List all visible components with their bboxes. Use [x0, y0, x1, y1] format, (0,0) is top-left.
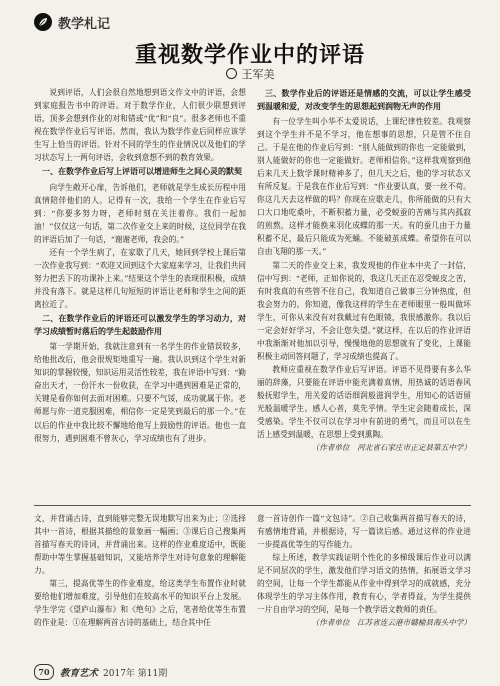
- section-heading: 三、数学作业后的评语还是情感的交流，可以让学生感受到温暖和爱，对改变学生的思想起到润物无声的作用: [257, 89, 471, 111]
- continued-column-1: [34, 512, 246, 652]
- issue-label: 2017年 第11期: [103, 668, 168, 679]
- paragraph: 第一学期开始，我就注意到有一名学生的作业错误较多，给他批改后，他会很规矩地重写一遍。我认识到这个学生对新知识的掌握较慢，知识运用灵活性较差，我在评语中写到：“勤奋出天才，一份汗水一份收获，在学习中遇到困难是正常的，关键是看你如何去面对困难。只要不气馁，成功就属于你。老师愿与你一道克服困难，相信你一定是笑到最后的那一个。”在以后的作业中我比较不懈地给他写上鼓励性的评语。他也一直很努力，遇到困难不曾灰心，学习成绩也有了进步。: [34, 342, 246, 443]
- paragraph: 有一位学生叫小华不太爱说话，上课纪律性较差。我观察到这个学生并不是不学习，他在想事的思想，只是管不住自己。于是在他的作业后写到：“别人能做到的你也一定能做到，别人能做好的你也一定能做好。老师相信你。”这样我观察到他后来几天上数学课时精神多了，但几天之后，他的学习状态又有所反复。于是我在作业后写到：“作业要认真，要一丝不苟。你这几天去这样做的吗？你现在应歇走几，你所能做的只有大口大口地吃桑叶，不断积蓄力量，必受蜕蚕的苦痛与其内孤寂的煎熬，这样才能换来羽化成蝶的那一天。有的蚕几由于力量积蓄不足，最后只能成为死蛹。不能破茧成蝶。希望你在可以自由飞翔的那一天。”: [257, 117, 471, 257]
- paragraph: 向学生敞开心扉，告诉他们，老师就是学生成长历程中用真情陪伴他们的人。记得有一次，我给一个学生在作业后写到：“你要多努力呀，老师时刻在关注着你。我们一起加油！”仅仅这一句话，第二次作业交上来的时候，这位同学在我的评语后加了一句话，“谢谢老师，我会的。”: [34, 182, 246, 244]
- journal-name: 教育艺术: [60, 668, 99, 679]
- section-heading: 一、在数学作业后写上评语可以增进师生之间心灵的默契: [42, 167, 242, 177]
- paragraph: 综上所述，教学实践证明个性化的多梯级课后作业可以满足不同层次的学生，激发他们学习语文的热情，拓展语文学习的空间，让每一个学生都能从作业中得到学习的成就感，充分体现学生的学习主体作用，教育有心，学者得益，为学生提供一片自由学习的空间，是每一个教学语文教师的责任。: [257, 553, 471, 615]
- author-name: 王军美: [241, 68, 275, 81]
- article-column-1: [34, 86, 246, 498]
- author-affiliation: （作者单位 江苏省连云港市赣榆县海头中学）: [311, 618, 471, 628]
- section-heading: 二、在数学作业后的评语还可以激发学生的学习动力，对学习成绩暂时落后的学生起鼓励作用: [34, 314, 246, 336]
- paragraph: 说到评语，人们会很自然地想到语文作文中的评语，会想到家庭报告书中的评语。对于数学作业，人们很少联想到评语，顶多会想到作业的对和错或“优”和“良”。很多老师也不重视在数学作业后写评语。然而，我认为数学作业后同样应该学生写上恰当的评语。针对不同的学生的作业情况以及他们的学习状态写上一两句评语，会收到意想不到的教育效果。: [34, 88, 246, 163]
- article-author: [0, 66, 500, 82]
- column-title: 教学札记: [58, 16, 111, 32]
- circle-bullet-icon: [226, 68, 237, 79]
- column-header: [34, 12, 110, 32]
- page-footer: [34, 664, 167, 680]
- author-affiliation: （作者单位 河北省石家庄市正定县第五中学）: [311, 443, 471, 453]
- article-title: 重视数学作业中的评语: [134, 42, 365, 68]
- leaf-circle-icon: [34, 13, 52, 31]
- paragraph: 第二天的作业交上来，我发现他的作业本中夹了一封信，信中写到：“老师，正如你说的，我这几天正在忍受蜕皮之苦，有时我真的有些管不住自己，我知道自己做事三分钟热度，但我会努力的。你知道，像我这样的学生在老师眼里一般叫做坏学生，可你从来没有对我戴过有色眼镜，我很感激你。我以后一定会好好学习，不会让您失望。”就这样，在以后的作业评语中我渐渐对他加以引导，慢慢地他的思想就有了变化，上课能积极主动回答问题了，学习成绩也提高了。: [257, 260, 471, 361]
- paragraph: 教师应重视在数学作业后写评语。评语不见得要有多么华丽的辞藻，只要能在评语中能充满着真情，用热诚的话语春风般抚慰学生，用关爱的话语细润般滋润学生，用知心的话语留光般温暖学生。感人心者，莫先乎情。学生定会随着成长，深受感染。学生不仅可以在学习中有前进的勇气，而且可以在生活上感受到温暖，在思想上受到熏陶。: [257, 364, 471, 440]
- paragraph: 还有一个学生病了，在家歇了几天，她回到学校上课后第一次作业我写到：“欢迎又回到这个大家庭来学习，让我们共同努力把丢下的功课补上来。”结果这个学生的表现很积极，成绩并没有落下。就是这样几句短短的评语让老师和学生之间的距离拉近了。: [34, 248, 246, 310]
- paragraph: 第三，提高优等生的作业难度，给这类学生布置作业时就要给他们增加难度，引导他们在较高水平的知识平台上发展。学生学完《望庐山瀑布》和《绝句》之后，笔者给优等生布置的作业是：①在理解两首古诗的基础上，结合其中任: [34, 579, 246, 628]
- section-divider: [34, 505, 471, 506]
- article-column-2: [257, 86, 471, 498]
- continued-column-2: [257, 512, 471, 652]
- paragraph: 文，并背诵古诗，直到能够完整无误地默写出来为止；②选择其中一首诗，根据其描绘的景象画一幅画；③课后自己搜集两首描写春天的诗词，并背诵出来。这样的作业难度适中，既能帮助中等生掌握基础知识，又能培养学生对诗句意象的理解能力。: [34, 514, 246, 576]
- page-number: 70: [34, 664, 54, 680]
- paragraph: 意一首诗创作一篇“文包诗”。②自己收集两首描写春天的诗，有感情地背诵，并根据诗，写一篇读后感。通过这样的作业进一步提高优等生的写作能力。: [257, 514, 471, 550]
